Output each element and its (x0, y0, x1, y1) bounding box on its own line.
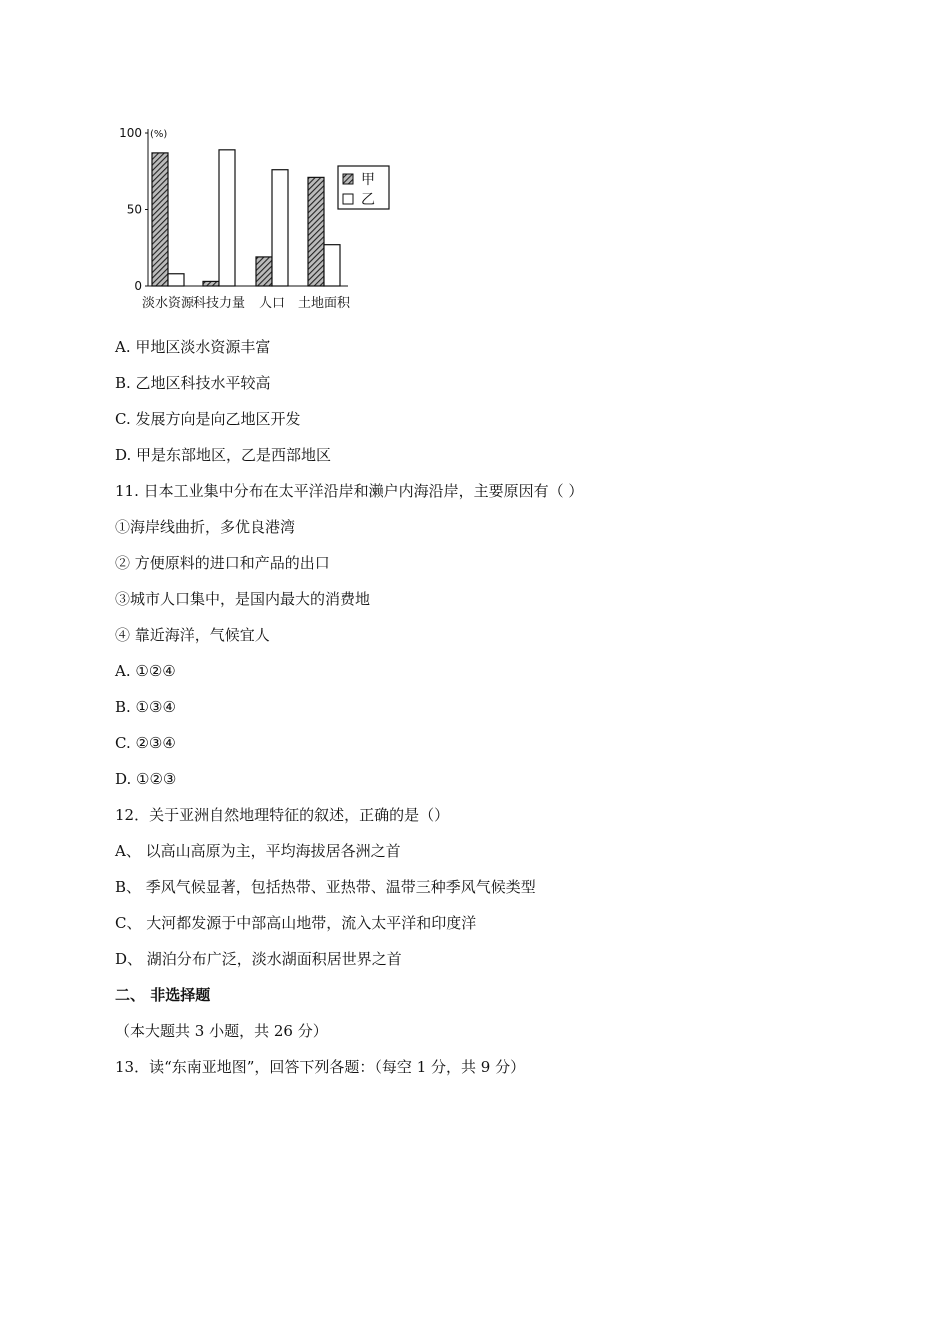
y-tick-label: 50 (126, 202, 142, 217)
text-line: A. 甲地区淡水资源丰富 (115, 338, 271, 356)
text-line: B、 季风气候显著，包括热带、亚热带、温带三种季风气候类型 (115, 878, 536, 896)
text-line: C. ②③④ (115, 734, 176, 752)
x-tick-label: 人口 (258, 296, 286, 311)
text-line: 13．读“东南亚地图”，回答下列各题：（每空 1 分，共 9 分） (115, 1058, 526, 1076)
text-line: C. 发展方向是向乙地区开发 (115, 410, 301, 428)
bar-jia (256, 257, 272, 286)
y-unit-label: (%) (150, 129, 168, 140)
legend-swatch-jia (343, 174, 353, 184)
text-line: D. ①②③ (115, 770, 177, 788)
text-line: B. 乙地区科技水平较高 (115, 374, 271, 392)
text-line: B. ①③④ (115, 698, 176, 716)
legend-label-yi: 乙 (361, 192, 375, 208)
x-tick-label: 土地面积 (297, 296, 351, 311)
bar-yi (272, 170, 288, 286)
text-line: A. ①②④ (115, 662, 176, 680)
x-tick-label: 科技力量 (192, 296, 246, 311)
bar-jia (203, 281, 219, 286)
bar-jia (308, 177, 324, 286)
text-line: A、 以高山高原为主，平均海拔居各洲之首 (115, 842, 401, 860)
bar-yi (324, 245, 340, 286)
y-tick-label: 0 (134, 279, 142, 293)
x-tick-label: 淡水资源 (141, 296, 195, 311)
text-line: D、 湖泊分布广泛，淡水湖面积居世界之首 (115, 950, 402, 968)
text-line: （本大题共 3 小题，共 26 分） (115, 1022, 328, 1040)
text-line: ② 方便原料的进口和产品的出口 (115, 554, 330, 572)
text-line: 11. 日本工业集中分布在太平洋沿岸和濑户内海沿岸，主要原因有（ ） (115, 482, 584, 500)
y-tick-label: 100 (119, 126, 142, 140)
text-line: D. 甲是东部地区，乙是西部地区 (115, 446, 332, 464)
bar-jia (152, 153, 168, 286)
legend-swatch-yi (343, 194, 353, 204)
bar-chart-svg (108, 118, 408, 318)
text-line: ③城市人口集中，是国内最大的消费地 (115, 590, 371, 608)
bar-yi (219, 150, 235, 286)
text-line: 12．关于亚洲自然地理特征的叙述，正确的是（） (115, 806, 450, 824)
bar-chart (108, 118, 408, 318)
legend-label-jia: 甲 (361, 172, 375, 188)
text-line: ④ 靠近海洋，气候宜人 (115, 626, 270, 644)
bar-yi (168, 274, 184, 286)
text-line: ①海岸线曲折，多优良港湾 (115, 518, 296, 536)
text-line: C、 大河都发源于中部高山地带，流入太平洋和印度洋 (115, 914, 477, 932)
section-heading: 二、 非选择题 (115, 986, 211, 1004)
